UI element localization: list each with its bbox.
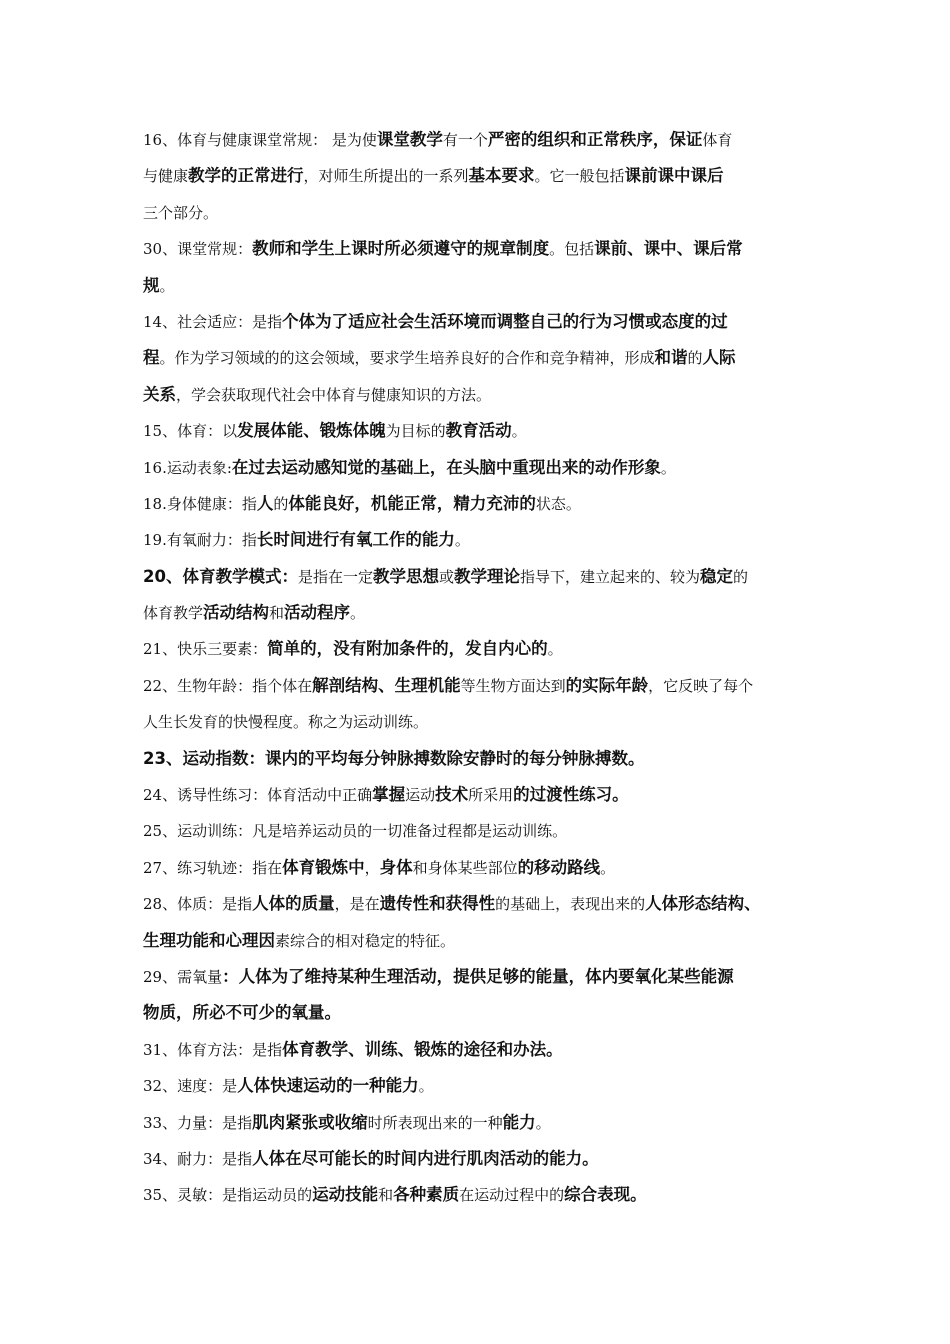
- text-run: 和: [269, 604, 285, 623]
- text-run: 三个部分。: [143, 203, 219, 222]
- text-run: 15、体育：以: [143, 422, 238, 441]
- bold-text-run: 生理功能和心理因: [143, 930, 275, 950]
- bold-text-run: 活动结构: [203, 603, 270, 623]
- text-line: [143, 813, 823, 849]
- text-run: 等生物方面达到: [460, 676, 566, 695]
- text-line: [143, 1177, 823, 1213]
- text-run: ，是在: [334, 895, 380, 914]
- text-line: [143, 923, 823, 959]
- text-run: 素综合的相对稳定的特征。: [275, 931, 456, 950]
- text-line: [143, 1068, 823, 1104]
- text-run: ，学会获取现代社会中体育与健康知识的方法。: [176, 385, 492, 404]
- bold-text-run: 的移动路线: [517, 857, 601, 877]
- text-run: 是指在一定: [297, 567, 373, 586]
- bold-text-run: 人际: [702, 348, 736, 368]
- text-run: ，: [364, 858, 380, 877]
- bold-text-run: 规: [143, 275, 160, 295]
- bold-text-run: 身体: [379, 857, 413, 877]
- text-run: 有一个: [442, 131, 488, 149]
- text-run: 16、体育与健康课堂常规： 是为使: [143, 131, 377, 149]
- bold-text-run: 20、体育教学模式：: [143, 566, 298, 586]
- text-line: [143, 377, 823, 413]
- bold-text-run: 人体的质量: [252, 894, 335, 914]
- text-run: 的: [273, 494, 289, 513]
- bold-text-run: 物质，所必不可少的氧量。: [143, 1003, 341, 1023]
- text-line: [143, 268, 823, 304]
- bold-text-run: 人: [256, 493, 274, 513]
- text-line: [143, 595, 823, 631]
- text-line: [143, 995, 823, 1031]
- bold-text-run: 教学思想: [372, 566, 439, 586]
- bold-text-run: 教学的正常进行: [188, 166, 304, 186]
- text-run: 25、运动训练：凡是培养运动员的一切准备过程都是运动训练。: [143, 822, 568, 841]
- text-line: [143, 704, 823, 740]
- text-run: 体育: [702, 131, 733, 149]
- text-line: [143, 340, 823, 376]
- text-line: [143, 486, 823, 522]
- text-line: [143, 559, 823, 595]
- bold-text-run: 体育锻炼中: [282, 857, 365, 877]
- bold-text-run: 的过渡性练习。: [513, 785, 629, 805]
- bold-text-run: 活动程序: [284, 603, 351, 623]
- bold-text-run: 在过去运动感知觉的基础上，在头脑中重现出来的动作形象: [231, 457, 661, 477]
- bold-text-run: 教育活动: [445, 421, 512, 441]
- text-line: [143, 631, 823, 667]
- text-line: [143, 1032, 823, 1068]
- bold-text-run: 能力: [502, 1112, 536, 1132]
- bold-text-run: 人体形态结构、: [645, 894, 761, 914]
- text-run: 21、快乐三要素：: [143, 640, 268, 659]
- text-run: 。: [418, 1077, 434, 1096]
- bold-text-run: 体能良好，机能正常，精力充沛的: [288, 493, 536, 513]
- text-run: 22、生物年龄：指个体在: [143, 676, 313, 695]
- text-run: 为目标的: [385, 422, 446, 441]
- text-run: 24、诱导性练习：体育活动中正确: [143, 786, 373, 805]
- text-run: 19.有氧耐力：指: [143, 531, 257, 550]
- bold-text-run: 发展体能、锻炼体魄: [237, 421, 386, 441]
- text-run: 28、体质：是指: [143, 895, 253, 914]
- text-run: 27、练习轨迹：指在: [143, 858, 283, 877]
- bold-text-run: 个体为了适应社会生活环境而调整自己的行为习惯或态度的过: [282, 311, 728, 331]
- text-run: 。作为学习领域的的这会领域，要求学生培养良好的合作和竞争精神，形成: [159, 349, 655, 368]
- text-line: [143, 158, 823, 194]
- bold-text-run: 长时间进行有氧工作的能力: [256, 530, 455, 550]
- bold-text-run: 的实际年龄: [565, 675, 649, 695]
- text-run: 16.运动表象:: [143, 458, 232, 477]
- text-line: [143, 413, 823, 449]
- text-run: 指导下，建立起来的、较为: [520, 567, 701, 586]
- text-line: [143, 668, 823, 704]
- text-run: 与健康: [143, 167, 189, 186]
- text-run: 29、需氧量: [143, 967, 223, 986]
- text-run: 。: [454, 531, 470, 550]
- text-run: 在运动过程中的: [459, 1186, 565, 1205]
- text-line: [143, 1141, 823, 1177]
- text-line: [143, 850, 823, 886]
- bold-text-run: 遗传性和获得性: [379, 894, 496, 914]
- bold-text-run: 简单的，没有附加条件的，发自内心的: [267, 639, 548, 659]
- bold-text-run: 技术: [435, 785, 469, 805]
- text-run: 31、体育方法：是指: [143, 1040, 283, 1059]
- bold-text-run: 课堂教学: [376, 130, 443, 149]
- text-run: ，对师生所提出的一系列: [303, 167, 469, 186]
- text-run: 人生长发育的快慢程度。称之为运动训练。: [143, 713, 429, 732]
- text-run: 。: [350, 604, 366, 623]
- text-run: 。: [535, 1113, 551, 1132]
- text-run: 35、灵敏：是指运动员的: [143, 1186, 313, 1205]
- text-run: 。: [511, 422, 527, 441]
- document-page: [143, 122, 823, 1214]
- text-run: 时所表现出来的一种: [367, 1113, 503, 1132]
- bold-text-run: 运动技能: [312, 1185, 379, 1205]
- text-run: 。: [600, 858, 616, 877]
- bold-text-run: 教学理论: [454, 566, 520, 586]
- text-line: [143, 304, 823, 340]
- bold-text-run: 体育教学、训练、锻炼的途径和办法。: [282, 1039, 563, 1059]
- bold-text-run: 23、运动指数：课内的平均每分钟脉搏数除安静时的每分钟脉搏数。: [143, 748, 645, 768]
- text-run: 。: [159, 276, 175, 295]
- bold-text-run: 教师和学生上课时所必须遵守的规章制度: [252, 239, 550, 259]
- text-run: 状态。: [535, 494, 581, 513]
- text-run: 34、耐力：是指: [143, 1149, 253, 1168]
- text-line: [143, 777, 823, 813]
- bold-text-run: 掌握: [372, 785, 406, 805]
- text-run: 。它一般包括: [534, 167, 625, 186]
- text-run: 和身体某些部位: [412, 858, 518, 877]
- text-line: [143, 1105, 823, 1141]
- text-run: 18.身体健康：指: [143, 494, 257, 513]
- bold-text-run: 人体快速运动的一种能力: [237, 1076, 419, 1096]
- text-run: 33、力量：是指: [143, 1113, 253, 1132]
- text-line: [143, 741, 823, 777]
- text-line: [143, 450, 823, 486]
- text-run: 30、课堂常规：: [143, 240, 253, 259]
- text-line: [143, 959, 823, 995]
- bold-text-run: 课前课中课后: [624, 166, 724, 186]
- text-run: 。: [547, 640, 563, 659]
- text-run: 。: [660, 458, 676, 477]
- bold-text-run: 各种素质: [393, 1185, 460, 1205]
- text-line: [143, 231, 823, 267]
- bold-text-run: 严密的组织和正常秩序，保证: [487, 130, 703, 149]
- text-run: 32、速度：是: [143, 1077, 238, 1096]
- text-run: 14、社会适应：是指: [143, 312, 283, 331]
- bold-text-run: 程: [143, 348, 160, 368]
- text-run: 的基础上，表现出来的: [495, 895, 646, 914]
- text-run: 运动: [405, 786, 436, 805]
- bold-text-run: 肌肉紧张或收缩: [252, 1112, 368, 1132]
- text-line: [143, 522, 823, 558]
- bold-text-run: 关系: [143, 384, 176, 404]
- text-run: 的: [687, 349, 703, 368]
- text-run: 的: [733, 567, 749, 586]
- bold-text-run: 综合表现。: [564, 1185, 647, 1205]
- text-run: 。包括: [549, 240, 595, 259]
- text-line: [143, 122, 823, 158]
- text-line: [143, 886, 823, 922]
- bold-text-run: 和谐: [654, 348, 688, 368]
- bold-text-run: 稳定: [700, 566, 734, 586]
- bold-text-run: 人体在尽可能长的时间内进行肌肉活动的能力。: [252, 1148, 599, 1168]
- text-run: 体育教学: [143, 604, 204, 623]
- bold-text-run: 课前、课中、课后常: [594, 239, 743, 259]
- text-line: [143, 195, 823, 231]
- text-run: 和: [378, 1186, 394, 1205]
- bold-text-run: 解剖结构、生理机能: [312, 675, 461, 695]
- bold-text-run: 基本要求: [468, 166, 535, 186]
- bold-text-run: ：人体为了维持某种生理活动，提供足够的能量，体内要氧化某些能源: [222, 966, 734, 986]
- text-run: 所采用: [468, 786, 514, 805]
- text-run: ，它反映了每个: [648, 676, 754, 695]
- text-run: 或: [438, 567, 454, 586]
